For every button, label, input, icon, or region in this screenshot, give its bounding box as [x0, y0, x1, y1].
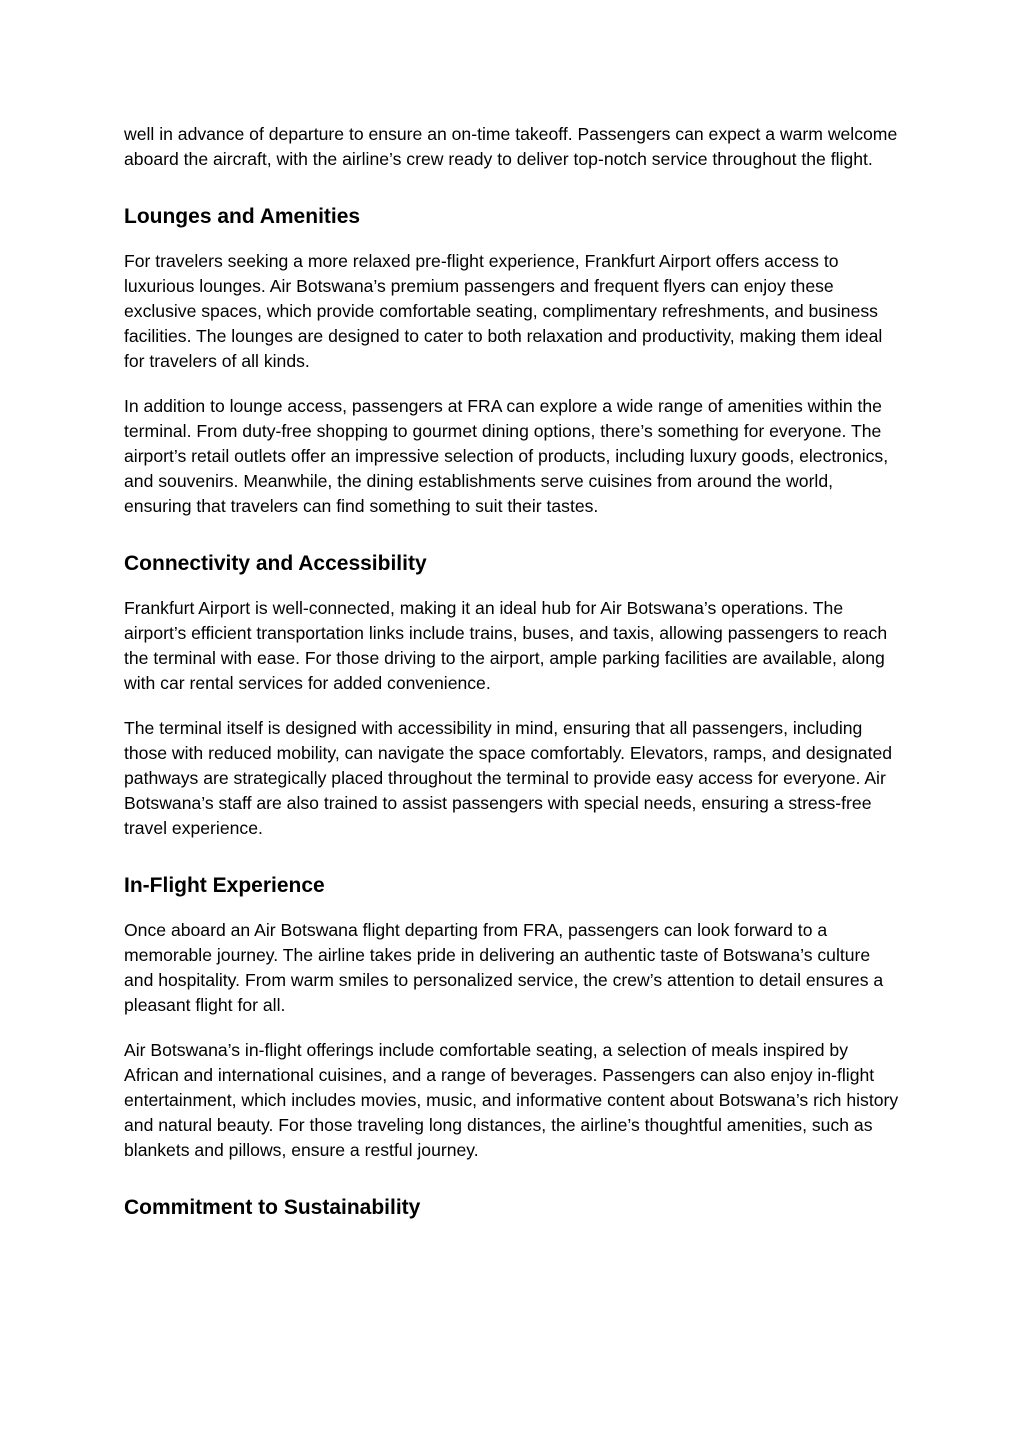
paragraph-flight-service: well in advance of departure to ensure an on-time takeoff. Passengers can expect a warm welcome aboard the aircraft, with the airline’s crew ready to deliver top-notch service throughout the flight. [124, 124, 898, 169]
paragraph-connectivity: Frankfurt Airport is well-connected, making it an ideal hub for Air Botswana’s operations. The airport’s efficient transportation links include trains, buses, and taxis, allowing passengers to reach the terminal with ease. For those driving to the airport, ample parking facilities are available, along with car rental services for added convenience. [124, 598, 888, 693]
heading-in-flight-experience: In-Flight Experience [124, 874, 325, 897]
heading-sustainability: Commitment to Sustainability [124, 1196, 421, 1219]
paragraph-accessibility: The terminal itself is designed with accessibility in mind, ensuring that all passengers, including those with reduced mobility, can navigate the space comfortably. Elevators, ramps, and designated pathways are strategically placed throughout the terminal to provide easy access for everyone. Air Botswana’s staff are also trained to assist passengers with special needs, ensuring a stress-free travel experience. [124, 718, 893, 838]
paragraph-in-flight-journey: Once aboard an Air Botswana flight departing from FRA, passengers can look forward to a memorable journey. The airline takes pride in delivering an authentic taste of Botswana’s culture and hospitality. From warm smiles to personalized service, the crew’s attention to detail ensures a pleasant flight for all. [124, 920, 884, 1015]
paragraph-lounges: For travelers seeking a more relaxed pre-flight experience, Frankfurt Airport offers access to luxurious lounges. Air Botswana’s premium passengers and frequent flyers can enjoy these exclusive spaces, which provide comfortable seating, complimentary refreshments, and business facilities. The lounges are designed to cater to both relaxation and productivity, making them ideal for travelers of all kinds. [124, 251, 883, 371]
heading-connectivity-accessibility: Connectivity and Accessibility [124, 552, 427, 575]
heading-lounges-amenities: Lounges and Amenities [124, 205, 361, 228]
paragraph-amenities: In addition to lounge access, passengers at FRA can explore a wide range of amenities within the terminal. From duty-free shopping to gourmet dining options, there’s something for everyone. The airport’s retail outlets offer an impressive selection of products, including luxury goods, electronics, and souvenirs. Meanwhile, the dining establishments serve cuisines from around the world, ensuring that travelers can find something to suit their tastes. [124, 396, 889, 516]
paragraph-in-flight-offerings: Air Botswana’s in-flight offerings include comfortable seating, a selection of meals inspired by African and international cuisines, and a range of beverages. Passengers can also enjoy in-flight entertainment, which includes movies, music, and informative content about Botswana’s rich history and natural beauty. For those traveling long distances, the airline’s thoughtful amenities, such as blankets and pillows, ensure a restful journey. [124, 1040, 899, 1160]
document-page [124, 122, 900, 1222]
